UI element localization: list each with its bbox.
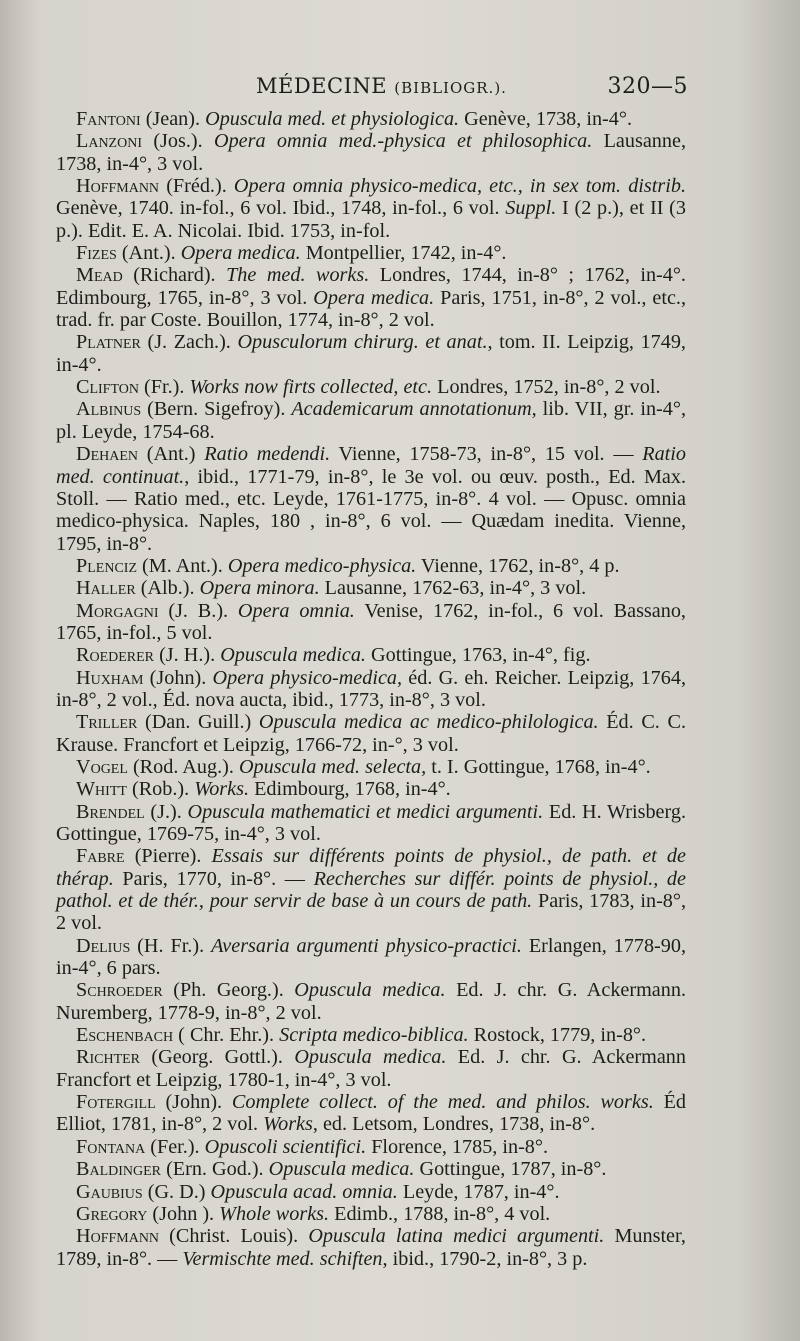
entry-author: Haller xyxy=(76,577,136,600)
entry-details: (Georg. Gottl.). xyxy=(140,1046,295,1069)
bibliography-entry xyxy=(56,577,686,599)
entry-details: (J. Zach.). xyxy=(140,331,238,354)
bibliography-entry xyxy=(56,1136,686,1158)
bibliography-entry xyxy=(56,778,686,800)
bibliography-entry xyxy=(56,600,686,645)
bibliography-entry xyxy=(56,845,686,934)
entry-details: (Ant.) xyxy=(138,443,205,466)
entry-author: Dehaen xyxy=(76,443,139,466)
entry-author: Gregory xyxy=(76,1202,148,1225)
section-title xyxy=(256,74,507,98)
entry-publication: Gottingue, 1787, in-8°. xyxy=(414,1158,607,1181)
entry-title: Ratio medendi. xyxy=(204,443,331,466)
entry-details: (Alb.). xyxy=(135,577,200,600)
entry-publication: Paris, 1770, in-8°. — xyxy=(113,867,314,890)
entry-title: Aversaria argumenti physico-practici. xyxy=(211,934,522,957)
entry-details: (J.). xyxy=(144,800,188,823)
entry-title: Whole works. xyxy=(219,1202,330,1225)
entry-author: Hoffmann xyxy=(76,1225,160,1248)
entry-author: Clifton xyxy=(76,376,139,399)
entry-author: Hoffmann xyxy=(76,175,160,198)
entry-details: (Bern. Sigefroy). xyxy=(141,398,292,421)
bibliography-list xyxy=(56,108,686,1270)
entry-title: Opuscula latina medici argumenti. xyxy=(308,1225,605,1248)
entry-publication: Florence, 1785, in-8°. xyxy=(366,1135,549,1158)
bibliography-entry xyxy=(56,1181,686,1203)
bibliography-entry xyxy=(56,443,686,555)
entry-publication: Munster, 1789, in-8°. — xyxy=(56,1225,686,1270)
entry-publication: Ed. J. chr. G. Ackermann Francfort et Leipzig, 1780-1, in-4°, 3 vol. xyxy=(56,1046,686,1091)
entry-details: (Jean). xyxy=(140,108,206,130)
entry-publication: lib. VII, gr. in-4°, pl. Leyde, 1754-68. xyxy=(56,398,686,443)
entry-title: Opuscula med. selecta, xyxy=(238,755,427,778)
entry-details: (Jos.). xyxy=(142,130,214,153)
entry-publication: Londres, 1752, in-8°, 2 vol. xyxy=(432,376,661,399)
bibliography-entry xyxy=(56,756,686,778)
bibliography-entry xyxy=(56,1046,686,1091)
bibliography-entry xyxy=(56,108,686,130)
bibliography-entry xyxy=(56,935,686,980)
entry-author: Gaubius xyxy=(76,1180,143,1203)
bibliography-entry xyxy=(56,331,686,376)
entry-title-secondary: Vermischte med. schiften xyxy=(182,1247,383,1270)
entry-author: Fantoni xyxy=(76,108,141,130)
entry-title: Opera omnia. xyxy=(237,599,355,622)
bibliography-entry xyxy=(56,242,686,264)
entry-author: Roederer xyxy=(76,644,155,667)
entry-publication: Rostock, 1779, in-8°. xyxy=(468,1024,647,1047)
entry-details: (Fréd.). xyxy=(159,175,234,198)
entry-details: (Ph. Georg.). xyxy=(162,979,295,1002)
entry-title: Academicarum annotationum, xyxy=(291,398,537,421)
entry-title: Essais sur différents points de physiol., de path. et de thérap. xyxy=(56,845,686,890)
section-title-text: MÉDECINE xyxy=(256,74,388,98)
entry-title: The med. works. xyxy=(226,264,370,287)
entry-author: Mead xyxy=(76,264,123,287)
entry-publication: Lausanne, 1738, in-4°, 3 vol. xyxy=(56,130,686,175)
entry-author: Vogel xyxy=(76,755,128,778)
entry-author: Fizes xyxy=(76,242,117,265)
entry-author: Lanzoni xyxy=(76,130,142,153)
entry-publication: t. I. Gottingue, 1768, in-4°. xyxy=(426,755,651,778)
bibliography-entry xyxy=(56,1203,686,1225)
entry-details: (Christ. Louis). xyxy=(159,1225,309,1248)
bibliography-entry xyxy=(56,376,686,398)
bibliography-entry xyxy=(56,979,686,1024)
bibliography-entry xyxy=(56,1225,686,1270)
entry-publication-secondary: , ibid., 1771-79, in-8°, le 3e vol. ou œuv. posth., Ed. Max. Stoll. — Ratio med., etc. Leyde, 1761-1775, in-8°. 4 vol. — Opusc. omnia medico-physica. Naples, 180 , in-8°, 6 vol. — Quædam inedita. Vienne, 1795, in-8°. xyxy=(56,465,686,555)
bibliography-entry xyxy=(56,175,686,242)
entry-author: Eschenbach xyxy=(76,1024,174,1047)
entry-publication: Montpellier, 1742, in-4°. xyxy=(300,242,507,265)
entry-publication-secondary: , ed. Letsom, Londres, 1738, in-8°. xyxy=(312,1113,596,1136)
entry-title: Opuscula acad. omnia. xyxy=(210,1180,398,1203)
entry-publication: Ed. H. Wrisberg. Gottingue, 1769-75, in-4°, 3 vol. xyxy=(56,800,687,845)
entry-publication: Éd Elliot, 1781, in-8°, 2 vol. xyxy=(56,1091,686,1136)
entry-author: Schroeder xyxy=(76,979,163,1002)
bibliography-entry xyxy=(56,1158,686,1180)
entry-title: Opuscula medica. xyxy=(220,644,366,667)
entry-author: Platner xyxy=(76,331,141,354)
section-subtitle: (BIBLIOGR.). xyxy=(394,79,507,97)
entry-publication-secondary: Paris, 1751, in-8°, 2 vol., etc., trad. fr. par Coste. Bouillon, 1774, in-8°, 2 vol. xyxy=(56,286,687,332)
entry-title: Opuscula medica. xyxy=(268,1158,415,1181)
entry-details: ( Chr. Ehr.). xyxy=(173,1024,280,1047)
entry-title: Opera medica. xyxy=(180,242,301,265)
entry-author: Richter xyxy=(76,1046,141,1069)
entry-publication: Venise, 1762, in-fol., 6 vol. Bassano, 1765, in-fol., 5 vol. xyxy=(56,599,686,644)
entry-publication: Genève, 1740. in-fol., 6 vol. Ibid., 1748, in-fol., 6 vol. xyxy=(56,197,506,220)
entry-title-secondary: Suppl. xyxy=(505,197,557,220)
entry-author: Fontana xyxy=(76,1135,146,1158)
entry-details: (John). xyxy=(143,666,213,689)
entry-author: Plenciz xyxy=(76,554,137,577)
entry-title: Scripta medico-biblica. xyxy=(279,1024,469,1047)
entry-publication: Éd. C. C. Krause. Francfort et Leipzig, 1766-72, in-°, 3 vol. xyxy=(56,711,687,756)
entry-author: Morgagni xyxy=(76,599,159,622)
entry-publication: Edimbourg, 1768, in-4°. xyxy=(249,778,451,801)
entry-title: Works now firts collected, etc. xyxy=(189,376,433,399)
entry-author: Albinus xyxy=(76,398,142,421)
bibliography-entry xyxy=(56,667,686,712)
entry-details: (J. B.). xyxy=(158,599,238,622)
bibliography-entry xyxy=(56,711,686,756)
running-header xyxy=(56,74,688,104)
entry-author: Baldinger xyxy=(76,1158,162,1181)
entry-title: Opera omnia physico-medica, etc., in sex tom. distrib. xyxy=(233,175,686,198)
entry-details: (Rod. Aug.). xyxy=(127,755,239,778)
page-number: 320—5 xyxy=(607,74,688,99)
entry-details: (Rob.). xyxy=(126,778,195,801)
entry-title-secondary: Ratio med. continuat. xyxy=(56,443,686,488)
bibliography-entry xyxy=(56,264,686,331)
entry-title: Opuscula medica ac medico-philologica. xyxy=(258,711,599,734)
entry-details: (Richard). xyxy=(122,264,227,287)
entry-author: Whitt xyxy=(76,778,127,801)
bibliography-entry xyxy=(56,398,686,443)
entry-title: Opuscula med. et physiologica. xyxy=(205,108,460,130)
entry-details: (G. D.) xyxy=(142,1180,211,1203)
bibliography-entry xyxy=(56,644,686,666)
entry-title: Opuscula medica. xyxy=(294,1046,447,1069)
entry-title: Opuscula mathematici et medici argumenti. xyxy=(187,800,544,823)
entry-title: Opera medico-physica. xyxy=(227,554,417,577)
entry-title-secondary: Recherches sur différ. points de physiol., de pathol. et de thér., pour servir de base à un cours de path. xyxy=(56,867,686,913)
entry-publication: Vienne, 1758-73, in-8°, 15 vol. — xyxy=(330,443,643,466)
entry-details: (John ). xyxy=(147,1202,220,1225)
entry-details: (Fer.). xyxy=(145,1135,205,1158)
entry-author: Huxham xyxy=(76,666,144,689)
entry-title: Opusculorum chirurg. et anat. xyxy=(237,331,488,354)
entry-publication: Vienne, 1762, in-8°, 4 p. xyxy=(416,554,620,577)
entry-details: (Ern. God.). xyxy=(161,1158,269,1181)
entry-publication-secondary: I (2 p.), et II (3 p.). Edit. E. A. Nicolai. Ibid. 1753, in-fol. xyxy=(56,197,686,242)
entry-title: Works. xyxy=(194,778,250,801)
entry-details: (John). xyxy=(155,1091,232,1114)
entry-details: (Pierre). xyxy=(124,845,212,868)
bibliography-entry xyxy=(56,1024,686,1046)
bibliography-entry xyxy=(56,801,686,846)
entry-title: Opera omnia med.-physica et philosophica. xyxy=(213,130,593,153)
entry-publication: Gottingue, 1763, in-4°, fig. xyxy=(365,644,591,667)
entry-title: Opera physico-medica, xyxy=(212,666,403,689)
entry-title: Opuscula medica. xyxy=(294,979,446,1002)
entry-publication: éd. G. eh. Reicher. Leipzig, 1764, in-8°, 2 vol., Éd. nova aucta, ibid., 1773, in-8°, 3 vol. xyxy=(56,666,686,711)
entry-author: Delius xyxy=(76,934,131,957)
entry-author: Brendel xyxy=(76,800,145,823)
entry-publication: Ed. J. chr. G. Ackermann. Nuremberg, 1778-9, in-8°, 2 vol. xyxy=(56,979,687,1024)
entry-title: Complete collect. of the med. and philos. works. xyxy=(231,1091,654,1114)
bibliography-entry xyxy=(56,1091,686,1136)
entry-publication: Edimb., 1788, in-8°, 4 vol. xyxy=(329,1202,551,1225)
entry-publication: Londres, 1744, in-8° ; 1762, in-4°. Edimbourg, 1765, in-8°, 3 vol. xyxy=(56,264,686,309)
entry-title-secondary: Works xyxy=(263,1113,313,1136)
entry-publication: Genève, 1738, in-4°. xyxy=(459,108,632,130)
entry-publication: Lausanne, 1762-63, in-4°, 3 vol. xyxy=(319,577,587,600)
entry-title-secondary: Opera medica. xyxy=(313,286,435,309)
entry-details: (M. Ant.). xyxy=(137,554,228,577)
entry-author: Fabre xyxy=(76,845,125,868)
entry-details: (H. Fr.). xyxy=(130,934,212,957)
entry-author: Triller xyxy=(76,711,138,734)
bibliography-entry xyxy=(56,555,686,577)
entry-publication-secondary: Paris, 1783, in-8°, 2 vol. xyxy=(56,890,687,935)
entry-details: (J. H.). xyxy=(154,644,221,667)
entry-publication: Erlangen, 1778-90, in-4°, 6 pars. xyxy=(56,934,687,980)
entry-details: (Dan. Guill.) xyxy=(137,711,259,734)
entry-publication-secondary: , ibid., 1790-2, in-8°, 3 p. xyxy=(382,1247,588,1270)
entry-publication: , tom. II. Leipzig, 1749, in-4°. xyxy=(56,331,686,376)
entry-title: Opera minora. xyxy=(199,577,320,600)
entry-title: Opuscoli scientifici. xyxy=(204,1135,367,1158)
entry-details: (Fr.). xyxy=(139,376,190,399)
entry-author: Fotergill xyxy=(76,1091,156,1114)
entry-details: (Ant.). xyxy=(116,242,181,265)
entry-publication: Leyde, 1787, in-4°. xyxy=(397,1180,560,1203)
bibliography-entry xyxy=(56,130,686,175)
